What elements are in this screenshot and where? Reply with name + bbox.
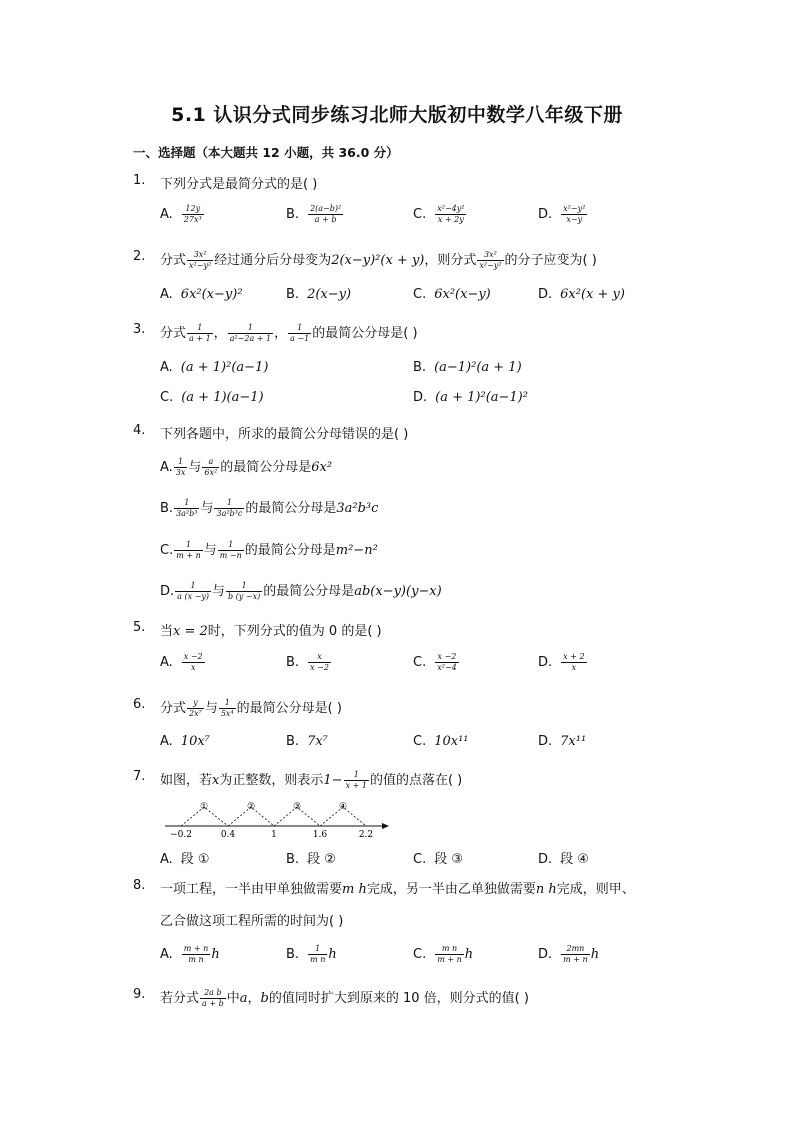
question-stem: 分式 $\frac{y}{\text{2x⁷}}$ 与 $\frac{1}{\text{5x⁴}}$ 的最简公分母是( ) [160, 698, 342, 718]
option-4d[interactable]: D. $\frac{1}{a (x -y)}$ 与 $\frac{1}{b (y -x)}$ 的最简公分母是ab(x−y)(y−x) [160, 581, 442, 601]
option-b[interactable]: B. (a−1)²(a + 1) [413, 360, 522, 375]
option-c[interactable]: C. $\frac{x -2}{\text{x²−4}}$ [413, 652, 457, 672]
option-b[interactable]: B. $\frac{x}{x -2}$ [286, 652, 329, 672]
option-c[interactable]: C. (a + 1)(a−1) [160, 390, 264, 405]
option-4b[interactable]: B. $\frac{1}{\text{3a²b³}}$ 与 $\frac{1}{\text{3a²b³c}}$ 的最简公分母是3a²b³c [160, 498, 379, 518]
option-c[interactable]: C. 10x¹¹ [413, 734, 469, 749]
question-stem: 若分式 $\frac{\text{2a b}}{a + b}$ 中a，b的值同时扩大到原来的 10 倍，则分式的值( ) [160, 988, 529, 1008]
option-d[interactable]: D. 段 ④ [538, 852, 589, 867]
option-b[interactable]: B. 7x⁷ [286, 734, 328, 749]
fraction: $\frac{\text{x²−y²}}{x-y}$ [563, 204, 586, 224]
option-b[interactable]: B. 2(x−y) [286, 287, 352, 302]
segment-label-4: ④ [338, 802, 348, 812]
option-c[interactable]: C. $\frac{\text{m n}}{m + n}$ h [413, 944, 474, 964]
question-stem: 分式 $\frac{\text{3x²}}{\text{x²−y²}}$ 经过通分后分母变为2(x−y)²(x + y)，则分式 $\frac{\text{3x²}}{\text{x²−y²}}$ 的分子应变为( ) [160, 250, 597, 270]
option-c[interactable]: C. 6x²(x−y) [413, 287, 491, 302]
question-stem: 当x = 2时，下列分式的值为 0 的是( ) [160, 624, 382, 639]
option-a[interactable]: A. 6x²(x−y)² [160, 287, 243, 302]
page-title: 5.1 认识分式同步练习北师大版初中数学八年级下册 [171, 104, 623, 126]
number-line-arrow [382, 823, 389, 829]
tick-label: −0.2 [170, 830, 192, 837]
option-d[interactable]: D. $\frac{2mn}{m + n}$ h [538, 944, 600, 964]
option-d[interactable]: D. $\frac{x + 2}{x}$ [538, 652, 585, 672]
fraction: $\frac{\text{x²−4y²}}{x + 2y}$ [437, 204, 465, 224]
option-d[interactable]: D. (a + 1)²(a−1)² [413, 390, 528, 405]
tick-label: 0.4 [220, 830, 236, 837]
segment-label-2: ② [246, 802, 256, 812]
question-stem: 如图，若x为正整数，则表示1− $\frac{1}{x + 1}$ 的值的点落在( ) [160, 770, 463, 790]
tick-label: 2.2 [358, 830, 374, 837]
option-a[interactable]: A. $\frac{x -2}{x}$ [160, 652, 203, 672]
option-a[interactable]: A. $\frac{12y}{\text{27x³}}$ [160, 204, 202, 224]
option-c[interactable]: C. $\frac{\text{x²−4y²}}{x + 2y}$ [413, 204, 465, 224]
question-stem: 下列各题中，所求的最简公分母错误的是( ) [160, 427, 409, 442]
option-b[interactable]: B. $\frac{1}{\text{m n}}$ h [286, 944, 337, 964]
fraction: $\frac{12y}{\text{27x³}}$ [183, 204, 202, 224]
tick-label: 1.6 [312, 830, 328, 837]
option-a[interactable]: A. (a + 1)²(a−1) [160, 360, 269, 375]
option-d[interactable]: D. $\frac{\text{x²−y²}}{x-y}$ [538, 204, 586, 224]
option-a[interactable]: A. 段 ① [160, 852, 210, 867]
tick-label: 1 [271, 830, 277, 837]
fraction: $\frac{\text{2(a−b)²}}{a + b}$ [310, 204, 342, 224]
option-a[interactable]: A. 10x⁷ [160, 734, 210, 749]
option-4a[interactable]: A. $\frac{1}{3x}$ 与 $\frac{a}{\text{6x²}}$ 的最简公分母是6x² [160, 457, 333, 477]
number-line-figure [163, 797, 393, 837]
question-number: 1. [133, 173, 146, 188]
option-b[interactable]: B. 段 ② [286, 852, 336, 867]
option-a[interactable]: A. $\frac{m + n}{\text{m n}}$ h [160, 944, 220, 964]
question-stem: 分式 $\frac{1}{a + 1}$ ， $\frac{1}{\text{a²−2a + 1}}$ ， $\frac{1}{a -1}$ 的最简公分母是( ) [160, 323, 418, 343]
option-c[interactable]: C. 段 ③ [413, 852, 464, 867]
document-page: 5.1 认识分式同步练习北师大版初中数学八年级下册 一、选择题（本大题共 12 小题，共 36.0 分） 1. 下列分式是最简分式的是( ) A. $\frac{12y}{\text{27x³}}$ B. $\frac{\text{2(a−b)²}}{a + b}$ C. $\frac{\text{x²−4y²}}{x + 2y}$ D. $\frac{\text{x²−y²}}{x-y}$ 2. 分式 $\frac{\text{3x²}}{\text{x²−y²}}$ 经过通分后分母变为2(x−y)²(x + y)，则分式 $\frac{\text{3x²}}{\text{x²−y²}}$ 的分子应变为( ) A. 6x²(x−y)² B. 2(x−y) C. 6x²(x−y) D. 6x²(x + y) 3. 分式 $\frac{1}{a + 1}$ ， $\frac{1}{\text{a²−2a + 1}}$ ， $\frac{1}{a -1}$ 的最简公分母是( ) A. (a + 1)²(a−1) B. (a−1)²(a + 1) C. (a + 1)(a−1) D. (a + 1)²(a−1)² 4. 下列各题中，所求的最简公分母错误的是( ) A. $\frac{1}{3x}$ 与 $\frac{a}{\text{6x²}}$ 的最简公分母是6x² B. $\frac{1}{\text{3a²b³}}$ 与 $\frac{1}{\text{3a²b³c}}$ 的最简公分母是3a²b³c C. $\frac{1}{m + n}$ 与 $\frac{1}{m -n}$ 的最简公分母是m²−n² D. $\frac{1}{a (x -y)}$ 与 $\frac{1}{b (y -x)}$ 的最简公分母是ab(x−y)(y−x) 5. 当x = 2时，下列分式的值为 0 的是( ) A. $\frac{x -2}{x}$ B. $\frac{x}{x -2}$ C. $\frac{x -2}{\text{x²−4}}$ D. $\frac{x + 2}{x}$ 6. 分式 $\frac{y}{\text{2x⁷}}$ 与 $\frac{1}{\text{5x⁴}}$ 的最简公分母是( ) A. 10x⁷ B. 7x⁷ C. 10x¹¹ D. 7x¹¹ 7. 如图，若x为正整数，则表示1− $\frac{1}{x + 1}$ 的值的点落在( ) ① ② ③ ④ −0.2 0.4 1 1.6 2.2 A. 段 ① B. 段 ② C. 段 ③ D. 段 ④ 8. 一项工程，一半由甲单独做需要m h完成，另一半由乙单独做需要n h完成，则甲、 乙合做这项工程所需的时间为( ) A. $\frac{m + n}{\text{m n}}$ h B. $\frac{1}{\text{m n}}$ h C. $\frac{\text{m n}}{m + n}$ h D. $\frac{2mn}{m + n}$ h 9. 若分式 $\frac{\text{2a b}}{a + b}$ 中a，b的值同时扩大到原来的 10 倍，则分式的值( ) [0, 0, 794, 1123]
section-heading: 一、选择题（本大题共 12 小题，共 36.0 分） [133, 145, 399, 160]
option-4c[interactable]: C. $\frac{1}{m + n}$ 与 $\frac{1}{m -n}$ 的最简公分母是m²−n² [160, 540, 378, 560]
option-d[interactable]: D. 6x²(x + y) [538, 287, 625, 302]
segment-label-3: ③ [292, 802, 302, 812]
option-d[interactable]: D. 7x¹¹ [538, 734, 587, 749]
option-b[interactable]: B. $\frac{\text{2(a−b)²}}{a + b}$ [286, 204, 342, 224]
segment-label-1: ① [199, 802, 209, 812]
question-stem: 一项工程，一半由甲单独做需要m h完成，另一半由乙单独做需要n h完成，则甲、 [160, 882, 635, 897]
question-stem: 下列分式是最简分式的是( ) [160, 177, 318, 192]
